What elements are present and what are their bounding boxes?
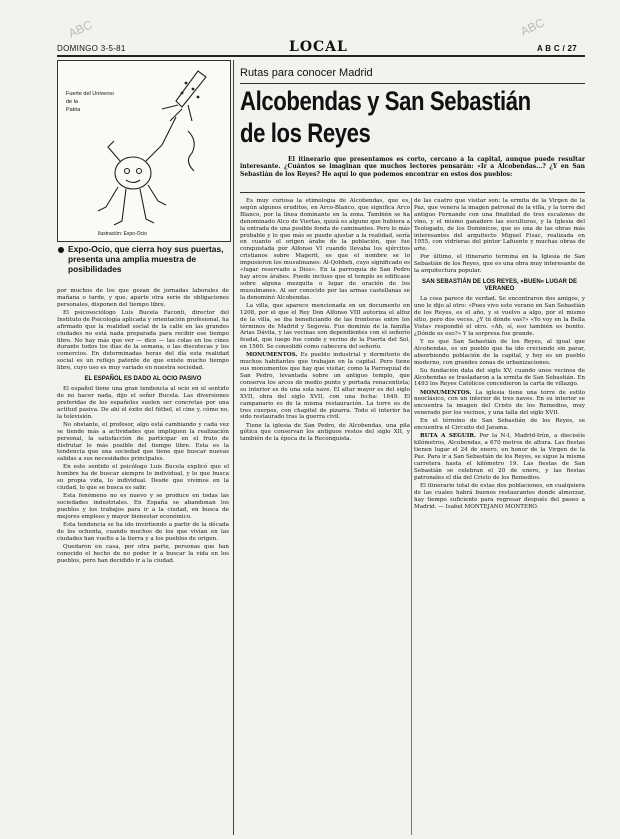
article-para: La cosa parece de verdad. Se encontraron dos amigos, y uno le dijo al otro: «Pues vivo este verano en San Sebastián de los Reyes, es el año, y si vuelvo a algo, por el mismo sitio, pero dos veces. ¿Y tú dónde vas?» «Yo voy en la Bella Vista» respondió el otro. «Ah, sí, eso también es bonito. ¿Dónde es eso?» Y la sorpresa fue grande.: [414, 296, 585, 337]
monuments-label: MONUMENTOS.: [246, 352, 298, 359]
article-para: La villa, que aparece mencionada en un documento en 1208, por el que el Rey Don Alfonso VIII autoriza el alfoz de la villa, se iba beneficiando de las fronteras entre los términos de Madrid y Segovia. Fue dominio de la familia Arias Dávila, y las vecinas son dependientes con el señorío feudal, que luego fue conde y vecino de la Puerta del Sol, en 1560. Se consolidó como cabecera del señorío.: [240, 302, 410, 351]
route-label: RUTA A SEGUIR.: [420, 433, 477, 440]
inner-column-divider: [411, 198, 412, 835]
article-para: Y es que San Sebastián de los Reyes, al igual que Alcobendas, es un pueblo que ha ido creciendo sin parar, absorbiendo población de la capital, y hoy es un pueblo moderno, con grandes zonas de urbanizaciones.: [414, 338, 585, 366]
left-para: El español tiene una gran tendencia al ocio en el sentido de no hacer nada, dijo el señor Bucela. Las diversiones preferidas de los españoles suelen ser concretas por una actitud pasiva. De ahí el éxito del fútbol, el cine y, cómo no, la televisión.: [57, 386, 229, 420]
article-col-2: [414, 198, 585, 835]
header-date: DOMINGO 3-5-81: [57, 44, 126, 53]
left-para: El psicosociólogo Luis Bucela Faconti, director del Instituto de Psicología aplicada y orientación profesional, ha afirmado que la realidad social de la calle en las grandes ciudades no está nada preparada para recibir ese tiempo libre. No hay más que ver — dice — las colas en los cines durante todos los días de la semana, o las discotecas y los comercios. En determinadas horas del día esta realidad social es un reflejo patente de que existe mucho tiempo libre, cuyo uso es muy variado en nuestra sociedad.: [57, 309, 229, 372]
article-para: El itinerario total de estas dos poblaciones, en cualquiera de las cuales habrá buenos restaurantes donde almorzar, hay tiempo suficiente para regresar después del paseo a Madrid. — Isabel MONTEJANO MONTERO.: [414, 482, 585, 510]
cartoon-text-3: Patria: [66, 107, 81, 113]
article-col-1: [240, 198, 410, 835]
cartoon-text-2: de la: [66, 99, 78, 105]
watermark-left: ABC: [66, 17, 95, 41]
article-para: Es muy curiosa la etimología de Alcobendas, que es, según algunos eruditos, en Arco-Blanco, que significa Arco Blanco, por la línea dominante en la zona. También se ha denominado Alco de Viertas, quizá es alguno que hubiera a la entrada de una posible fonda de caminantes. Pero lo más probable y lo que más se puede ajustar a la realidad, sería en cuanto el origen árabe de la población, que fue conquistada por Alfonso VI cuando llevaba los ejércitos cristianos sobre Magerit, es que el nombre se lo impusieron los musulmanes: Al-Qobbeh, cuyo significado es «lugar reservado a Dios». En la parroquia de San Pedro hay arcos árabes. Puede incluso que el templo se edificase sobre alguna mezquita o lugar de oración de los musulmanes. Al ser conocido por las armas castellanas se la denominó Alcobendas.: [240, 198, 410, 301]
cartoon-drawing: [58, 61, 230, 241]
article-para: Tiene la iglesia de San Pedro, de Alcobendas, una pila gótica que conservan los antiguos restos del siglo XII, y también de la época de la Reconquista.: [240, 422, 410, 443]
article-para: Su fundación data del siglo XV, cuando unos vecinos de Alcobendas se trasladaron a la ermita de San Sebastián. En 1493 los Reyes Católicos concedieron la carta de villazgo.: [414, 367, 585, 388]
article-title-2: de los Reyes: [240, 118, 371, 148]
monuments-text-2: La iglesia tiene una torre de estilo neoclásico, con un interior de tres naves. En su interior se encuentra la imagen del Cristo de los Remedios, muy venerado por los vecinos, y una talla del siglo XVII.: [414, 389, 585, 417]
left-para: por muchos de los que gozan de jornadas laborales de mañana o tarde, y que, aparte otra serie de obligaciones personales, disponen del tiempo libre.: [57, 288, 229, 308]
left-para: Quedaron en casa, por otra parte, personas que han conocido el hecho de no poder ir a buscar la vida en los pueblos, pero han decidido ir a la ciudad.: [57, 543, 229, 564]
article-lead-text: El itinerario que presentamos es corto, cercano a la capital, aunque puede resultar interesante. ¿Cuántos se imaginan que muchos lectores pensarán: «Ir a Alcobendas...? ¿Y en San Sebastián de los Reyes? He aquí lo que podemos encontrar en estos dos pueblos:: [240, 156, 585, 178]
route-text: Por la N-I, Madrid-Irún, a dieciséis kilómetros, Alcobendas, a 670 metros de altura. Las fiestas tienen lugar el 24 de enero, en honor de la Virgen de la Paz. Para ir a San Sebastián de los Reyes, se sigue la misma carretera hasta el kilómetro 19. Las fiestas de San Sebastián se celebran el 20 de enero, y las fiestas patronales el día del Cristo de los Remedios.: [414, 433, 585, 481]
article-title-1: Alcobendas y San Sebastián: [240, 86, 531, 116]
article-para: En el término de San Sebastián de los Reyes, se encuentra el Circuito del Jarama.: [414, 418, 585, 432]
article-para-monuments-2: [414, 390, 585, 418]
article-para: de las cuatro que visitar son: la ermita de la Virgen de la Paz, que venera la imagen patronal de la villa, y la torre del antiguo Fernando con una finalidad de tres escalones de vino, y el mismo ganadero las esculturas, y la Iglesia del Teologado, de los Dominicos, que es una de las obras más interesantes del arquitecto Miguel Fisac, realizada en 1955, con vidrieras del pintor Lafuente y muchas obras de arte.: [414, 198, 585, 253]
left-headline-bullet: [58, 247, 64, 253]
article-subhead: SAN SEBASTIÁN DE LOS REYES, «BUEN» LUGAR DE VERANEO: [421, 279, 578, 293]
cartoon-credit: Ilustración: Expo-Ocio: [98, 231, 147, 237]
left-para: En este sentido el psicólogo Luis Bucela explicó que el hombre ha de buscar siempre lo individual, y lo que busca su propia vida, lo individual. Desde que vivimos en la ciudad, lo que se busca es salir.: [57, 464, 229, 492]
column-divider: [233, 60, 234, 835]
header-rule: [57, 55, 585, 57]
article-para-route: [414, 433, 585, 481]
header-section: LOCAL: [289, 39, 348, 55]
left-para: Esta tendencia se ha ido invirtiendo a partir de la década de los ochenta, cuando muchos de los que vivían en las ciudades han vuelto a la tierra y a los pueblos de origen.: [57, 522, 229, 542]
left-para: Esta fenómeno no es nuevo y se produce en todas las sociedades industriales. En España se abandonan los pueblos y los trabajos para ir a la ciudad, en busca de mejores empleos y mayor bienestar económico.: [57, 493, 229, 520]
lead-rule: [240, 192, 585, 193]
left-para: No obstante, el profesor, algo está cambiando y cada vez se tiende más a actividades que impliquen la realización personal, la satisfacción de participar en el fruto de disfrutar lo más posible del tiempo libre. Esta es la tendencia que una sociedad que tiene que buscar nuevas salidas a sus necesidades principales.: [57, 421, 229, 463]
article-para: Por último, el itinerario termina en la Iglesia de San Sebastián de los Reyes, que es una obra muy interesante de la arquitectura popular.: [414, 254, 585, 275]
article-para-monuments: [240, 352, 410, 421]
left-headline: Expo-Ocio, que cierra hoy sus puertas, presenta una amplia muestra de posibilidades: [68, 244, 224, 274]
monuments-text: Es pueblo industrial y dormitorio de muchos habitantes que trabajan en la capital. Pero tiene sus monumentos que hay que visitar, como la Parroquial de San Pedro, levantada sobre un antiguo templo, que conserva los arcos de medio punto y portada renacentista; su interior es de una sola nave. El altar mayor es del siglo XVII, obra del siglo XVII, con una fecha: 1649. El campanario es de la misma restauración. La torre es de tres cuerpos, con chapitel de pizarra. Todo el interior ha sido restaurado tras la guerra civil.: [240, 352, 410, 421]
cartoon-text-1: Fuerte del Universo: [66, 91, 114, 97]
left-subhead: EL ESPAÑOL ES DADO AL OCIO PASIVO: [84, 376, 202, 383]
article-lead: [240, 156, 585, 178]
cartoon-illustration: [57, 60, 231, 242]
left-body: [57, 288, 229, 833]
monuments-label-2: MONUMENTOS.: [420, 389, 472, 396]
kicker-rule: [240, 83, 585, 84]
article-kicker: Rutas para conocer Madrid: [240, 67, 373, 79]
watermark-right: ABC: [518, 15, 547, 39]
header-pub: A B C / 27: [537, 44, 578, 53]
